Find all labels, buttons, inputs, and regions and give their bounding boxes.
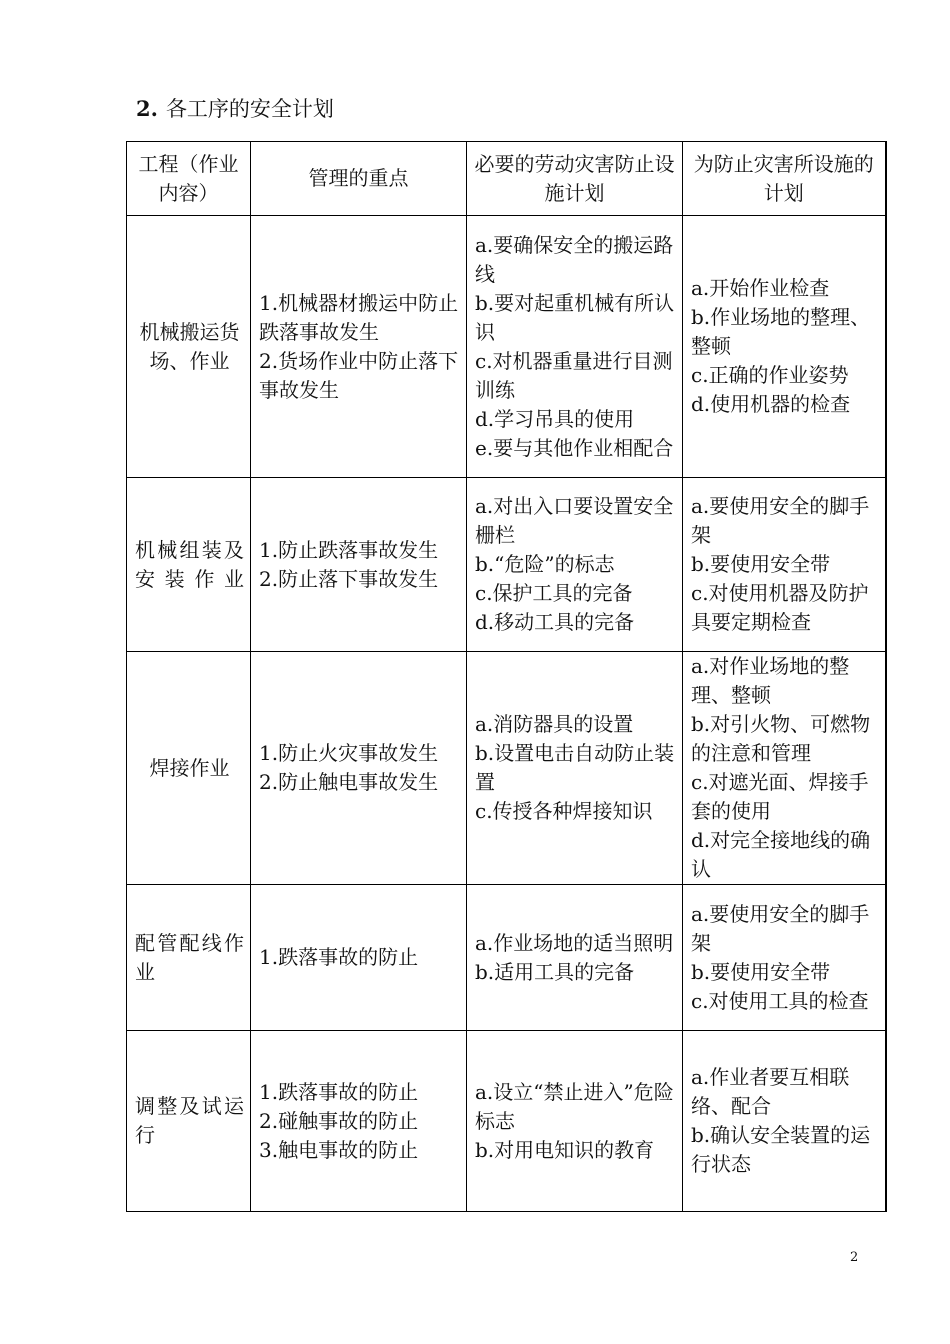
facility-item: a.作业场地的适当照明	[475, 930, 674, 955]
facility-item: b.设置电击自动防止装置	[475, 741, 675, 794]
prevention-cell	[683, 1031, 886, 1212]
prevention-item: a.开始作业检查	[691, 276, 830, 300]
focus-cell	[251, 216, 467, 478]
section-title	[136, 94, 334, 124]
facilities-cell	[467, 885, 683, 1031]
prevention-item: b.对引火物、可燃物的注意和管理	[691, 712, 871, 765]
focus-cell	[251, 885, 467, 1031]
prevention-cell	[683, 216, 886, 478]
facility-item: a.消防器具的设置	[475, 712, 634, 736]
header-focus: 管理的重点	[251, 142, 467, 216]
table-row	[127, 652, 886, 885]
facility-item: e.要与其他作业相配合	[475, 435, 674, 460]
header-facilities: 必要的劳动灾害防止设施计划	[467, 142, 683, 216]
focus-item: 1.跌落事故的防止	[259, 1079, 419, 1104]
focus-item: 2.防止落下事故发生	[259, 566, 439, 591]
process-cell: 配管配线作业	[127, 885, 251, 1031]
focus-item: 1.防止火灾事故发生	[259, 741, 439, 765]
prevention-item: c.正确的作业姿势	[691, 363, 849, 387]
focus-item: 1.跌落事故的防止	[259, 945, 419, 969]
facility-item: b.“危险”的标志	[475, 552, 615, 576]
focus-cell	[251, 652, 467, 885]
facility-item: a.对出入口要设置安全栅栏	[475, 494, 674, 547]
prevention-item: a.对作业场地的整理、整顿	[691, 654, 850, 707]
prevention-item: b.作业场地的整理、整顿	[691, 305, 871, 358]
focus-cell	[251, 478, 467, 652]
facility-item: b.要对起重机械有所认识	[475, 290, 675, 344]
page-number: 2	[850, 1250, 859, 1265]
prevention-item: b.要使用安全带	[691, 552, 831, 576]
process-cell: 焊接作业	[127, 652, 251, 885]
focus-item: 2.防止触电事故发生	[259, 770, 439, 794]
focus-item: 2.货场作业中防止落下事故发生	[259, 348, 459, 402]
prevention-cell	[683, 652, 886, 885]
facility-item: a.要确保安全的搬运路线	[475, 232, 674, 286]
prevention-item: d.使用机器的检查	[691, 392, 851, 416]
table-row	[127, 1031, 886, 1212]
section-number: 2.	[136, 96, 158, 121]
facility-item: d.移动工具的完备	[475, 610, 635, 634]
facility-item: c.保护工具的完备	[475, 581, 633, 605]
focus-item: 1.防止跌落事故发生	[259, 537, 439, 562]
prevention-item: b.要使用安全带	[691, 959, 831, 984]
prevention-cell	[683, 885, 886, 1031]
prevention-item: c.对使用工具的检查	[691, 988, 869, 1013]
focus-item: 1.机械器材搬运中防止跌落事故发生	[259, 290, 459, 344]
prevention-item: c.对遮光面、焊接手套的使用	[691, 770, 869, 823]
header-process: 工程（作业内容）	[127, 142, 251, 216]
prevention-item: d.对完全接地线的确认	[691, 828, 871, 881]
facilities-cell	[467, 216, 683, 478]
prevention-cell	[683, 478, 886, 652]
section-title-text: 各工序的安全计划	[165, 97, 334, 121]
focus-item: 3.触电事故的防止	[259, 1137, 419, 1162]
facilities-cell	[467, 652, 683, 885]
prevention-item: a.要使用安全的脚手架	[691, 494, 870, 547]
table-row	[127, 885, 886, 1031]
facility-item: c.对机器重量进行目测训练	[475, 348, 673, 402]
facility-item: b.适用工具的完备	[475, 959, 635, 984]
facility-item: b.对用电知识的教育	[475, 1137, 655, 1162]
prevention-item: a.要使用安全的脚手架	[691, 901, 870, 955]
header-prevention: 为防止灾害所设施的计划	[683, 142, 886, 216]
process-cell: 机械搬运货场、作业	[127, 216, 251, 478]
safety-plan-table	[126, 141, 887, 1212]
table-row	[127, 216, 886, 478]
prevention-item: a.作业者要互相联络、配合	[691, 1065, 850, 1118]
facilities-cell	[467, 1031, 683, 1212]
facilities-cell	[467, 478, 683, 652]
prevention-item: c.对使用机器及防护具要定期检查	[691, 581, 869, 634]
facility-item: c.传授各种焊接知识	[475, 799, 653, 823]
process-cell: 调整及试运行	[127, 1031, 251, 1212]
process-cell: 机械组装及安装作业	[127, 478, 251, 652]
focus-item: 2.碰触事故的防止	[259, 1108, 419, 1133]
prevention-item: b.确认安全装置的运行状态	[691, 1123, 871, 1176]
table-header-row	[127, 142, 886, 216]
table-row	[127, 478, 886, 652]
focus-cell	[251, 1031, 467, 1212]
facility-item: a.设立“禁止进入”危险标志	[475, 1079, 674, 1133]
facility-item: d.学习吊具的使用	[475, 406, 635, 431]
